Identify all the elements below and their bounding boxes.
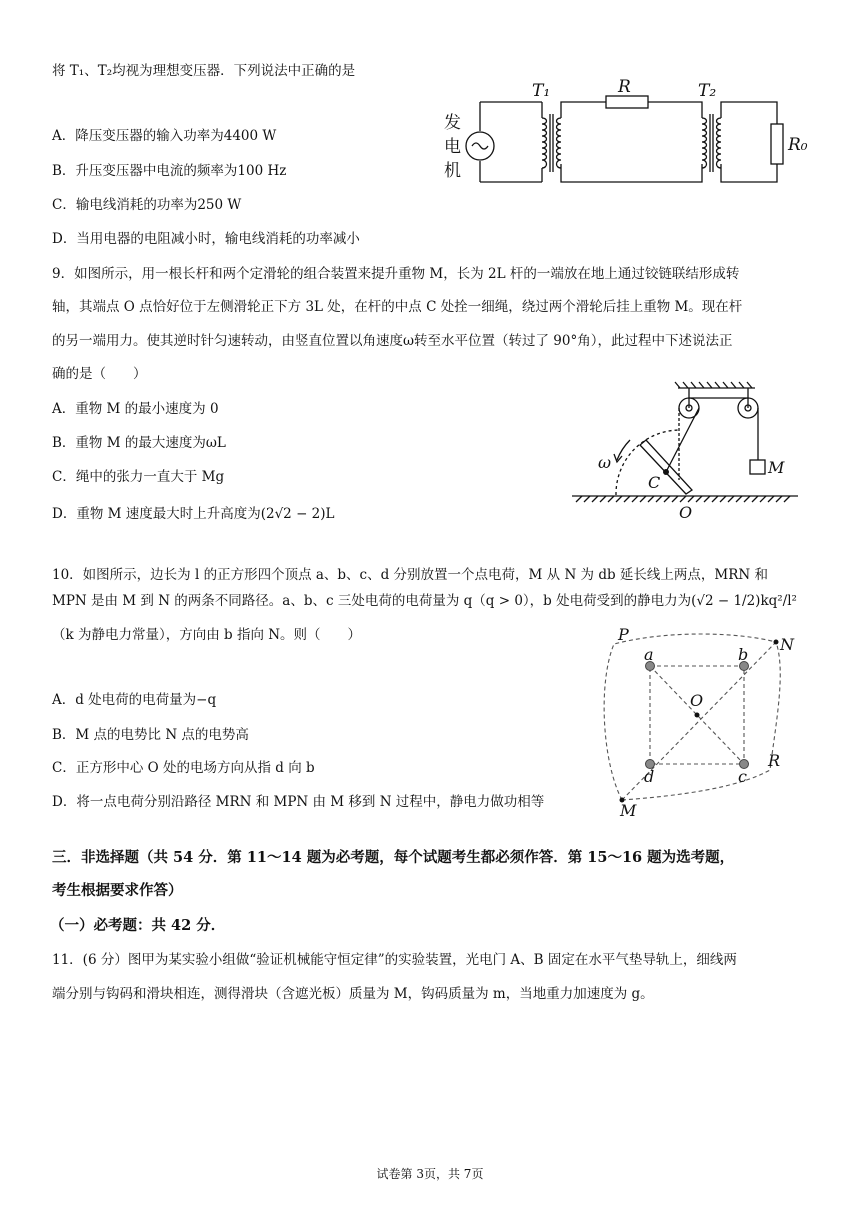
q8-option-a: A．降压变压器的输入功率为4400 W <box>52 128 277 144</box>
q8-intro: 将 T₁、T₂均视为理想变压器．下列说法中正确的是 <box>52 63 356 79</box>
q10-line-2: MPN 是由 M 到 N 的两条不同路径。a、b、c 三处电荷的电荷量为 q（q > 0），b 处电荷受到的静电力为(√2 − 1/2)kq²/l² <box>52 593 797 609</box>
section3-heading-2: 考生根据要求作答） <box>52 882 183 899</box>
o-center-label: O <box>690 691 704 710</box>
b-label: b <box>738 645 749 664</box>
point-charges-figure <box>598 622 798 820</box>
c-label: c <box>738 767 747 786</box>
q9-line-3: 的另一端用力。使其逆时针匀速转动，由竖直位置以角速度ω转至水平位置（转过了 90°角），此过程中下述说法正 <box>52 333 733 349</box>
pulley-rod-figure <box>570 380 800 525</box>
r0-label: R₀ <box>788 135 808 155</box>
q10-line-1: 10．如图所示，边长为 l 的正方形四个顶点 a、b、c、d 分别放置一个点电荷，M 从 N 为 db 延长线上两点，MRN 和 <box>52 567 769 583</box>
generator-label-2: 电 <box>444 137 461 157</box>
q10-option-b: B．M 点的电势比 N 点的电势高 <box>52 727 249 743</box>
q9-option-a: A．重物 M 的最小速度为 0 <box>52 401 219 417</box>
q9-line-2: 轴，其端点 O 点恰好位于左侧滑轮正下方 3L 处，在杆的中点 C 处拴一细绳，绕过两个滑轮后挂上重物 M。现在杆 <box>52 299 743 315</box>
page-footer: 试卷第 3页，共 7页 <box>376 1167 484 1181</box>
q8-option-d: D．当用电器的电阻减小时，输电线消耗的功率减小 <box>52 231 360 247</box>
r-label: R <box>618 77 631 97</box>
r-path-label: R <box>768 751 781 770</box>
n-label: N <box>780 635 794 654</box>
q11-line-2: 端分别与钩码和滑块相连，测得滑块（含遮光板）质量为 M，钩码质量为 m，当地重力加速度为 g。 <box>52 986 654 1002</box>
generator-label-1: 发 <box>444 113 461 133</box>
q10-line-3: （k 为静电力常量），方向由 b 指向 N。则（ ） <box>52 627 362 643</box>
section3-heading-1: 三．非选择题（共 54 分．第 11～14 题为必考题，每个试题考生都必须作答．第 15～16 题为选考题， <box>52 849 735 866</box>
d-label: d <box>644 767 655 786</box>
t2-label: T₂ <box>698 81 717 101</box>
q9-line-4: 确的是（ ） <box>52 366 147 382</box>
m-label: M <box>768 458 785 477</box>
q10-option-a: A．d 处电荷的电荷量为−q <box>52 692 217 708</box>
q11-line-1: 11．(6 分）图甲为某实验小组做“验证机械能守恒定律”的实验装置，光电门 A、B 固定在水平气垫导轨上，细线两 <box>52 952 737 968</box>
o-label: O <box>679 503 693 522</box>
transformer-circuit-figure <box>440 77 820 190</box>
q9-option-c: C．绳中的张力一直大于 Mg <box>52 469 225 485</box>
omega-label: ω <box>598 453 612 472</box>
q9-option-b: B．重物 M 的最大速度为ωL <box>52 435 226 451</box>
q8-option-c: C．输电线消耗的功率为250 W <box>52 197 242 213</box>
section3-subheading: （一）必考题：共 42 分． <box>50 917 226 934</box>
q10-option-d: D．将一点电荷分别沿路径 MRN 和 MPN 由 M 移到 N 过程中，静电力做功相等 <box>52 794 545 810</box>
q8-option-b: B．升压变压器中电流的频率为100 Hz <box>52 163 287 179</box>
a-label: a <box>644 645 654 664</box>
q9-line-1: 9．如图所示，用一根长杆和两个定滑轮的组合装置来提升重物 M，长为 2L 杆的一端放在地上通过铰链联结形成转 <box>52 266 740 282</box>
t1-label: T₁ <box>532 81 551 101</box>
q9-option-d: D．重物 M 速度最大时上升高度为(2√2 − 2)L <box>52 506 335 522</box>
q10-option-c: C．正方形中心 O 处的电场方向从指 d 向 b <box>52 760 315 776</box>
p-label: P <box>618 625 629 644</box>
c-label: C <box>648 473 661 492</box>
m-point-label: M <box>620 801 637 820</box>
generator-label-3: 机 <box>444 161 461 181</box>
